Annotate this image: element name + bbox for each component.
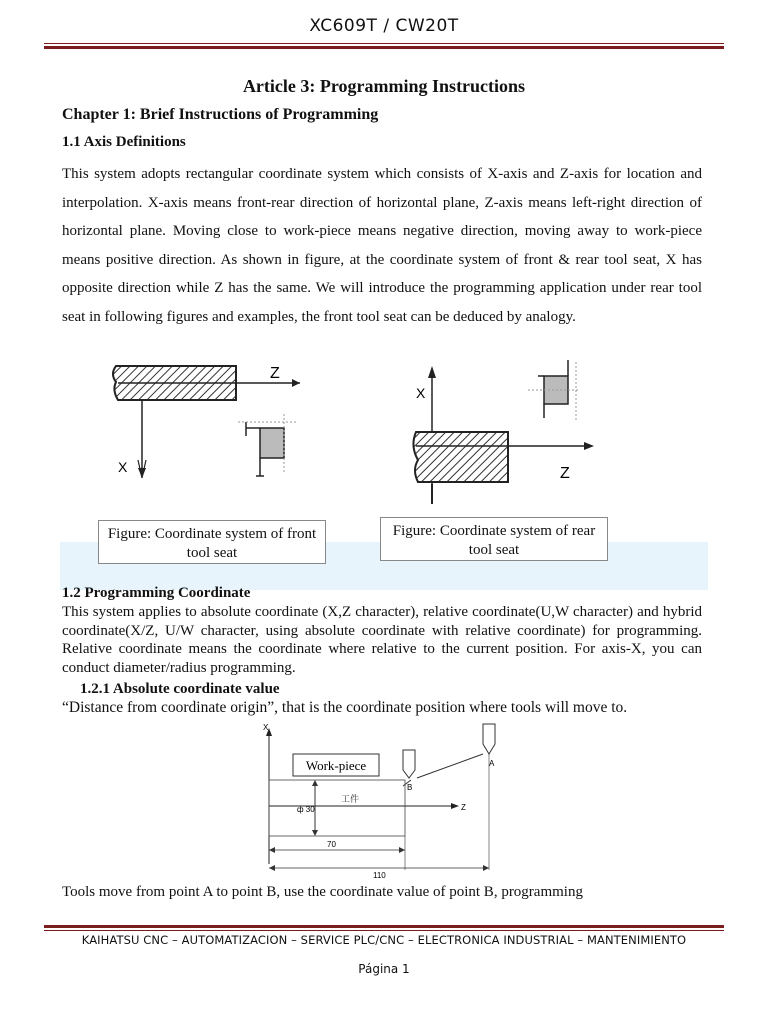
section-title-axis-definitions: 1.1 Axis Definitions: [62, 134, 186, 150]
absolute-coordinate-figure: [255, 718, 515, 880]
workpiece-chinese-label: 工件: [341, 795, 360, 805]
document-header-title: XC609T / CW20T: [309, 16, 459, 36]
figure-caption-front-tool-seat: Figure: Coordinate system of front tool seat: [98, 520, 326, 564]
workpiece-label: Work-piece: [305, 758, 367, 773]
article-title: Article 3: Programming Instructions: [242, 76, 526, 96]
footer-company-text: KAIHATSU CNC – AUTOMATIZACION – SERVICE PLC/CNC – ELECTRONICA INDUSTRIAL – MANTENIMIENTO: [81, 933, 687, 947]
dimension-70-label: 70: [327, 840, 336, 849]
point-a-label: A: [489, 759, 495, 768]
absolute-coordinate-definition: “Distance from coordinate origin”, that is the coordinate position where tools will move to.: [62, 699, 628, 716]
front-tool-seat-diagram: [113, 366, 300, 478]
fig2-x-axis-label: X: [263, 723, 269, 732]
rear-x-axis-label: X: [416, 385, 426, 401]
figure-caption-rear-tool-seat: Figure: Coordinate system of rear tool seat: [380, 517, 608, 561]
page-number: Página 1: [358, 962, 410, 976]
front-x-axis-label: X: [118, 459, 128, 475]
header-rule-thick: [44, 46, 724, 49]
section-body-axis-definitions: This system adopts rectangular coordinate system which consists of X-axis and Z-axis for location and interpolation. X-axis means front-rear direction of horizontal plane, Z-axis means left-right direction of horizontal plane. Moving close to work-piece means negative direction, moving away to work-piece means positive direction. As shown in figure, at the coordinate system of front & rear tool seat, X has opposite direction while Z has the same. We will introduce the programming application under rear tool seat in following figures and examples, the front tool seat can be deduced by analogy.: [62, 166, 702, 325]
chapter-title: Chapter 1: Brief Instructions of Programming: [62, 106, 379, 123]
footer-rule-thick: [44, 925, 724, 928]
tools-move-text: Tools move from point A to point B, use the coordinate value of point B, programming: [62, 884, 583, 900]
front-z-axis-label: Z: [270, 365, 280, 382]
subsection-title-absolute-coordinate: 1.2.1 Absolute coordinate value: [80, 681, 280, 697]
section-title-programming-coordinate: 1.2 Programming Coordinate: [62, 585, 251, 601]
point-b-label: B: [407, 783, 413, 792]
footer-rule-thin: [44, 930, 724, 931]
section-body-programming-coordinate: This system applies to absolute coordinate (X,Z character), relative coordinate(U,W character) and hybrid coordinate(X/Z, U/W character, using absolute coordinate with relative coordinate) for programming. Relative coordinate means the coordinate where relative to the current position. For axis-X, you can conduct diameter/radius programming.: [62, 604, 702, 676]
rear-tool-seat-diagram: [413, 360, 594, 504]
header-rule-thin: [44, 43, 724, 44]
dimension-110-label: 110: [373, 871, 386, 880]
rear-z-axis-label: Z: [560, 465, 570, 482]
fig2-z-axis-label: Z: [461, 803, 466, 812]
diameter-label: ф 30: [297, 805, 315, 814]
